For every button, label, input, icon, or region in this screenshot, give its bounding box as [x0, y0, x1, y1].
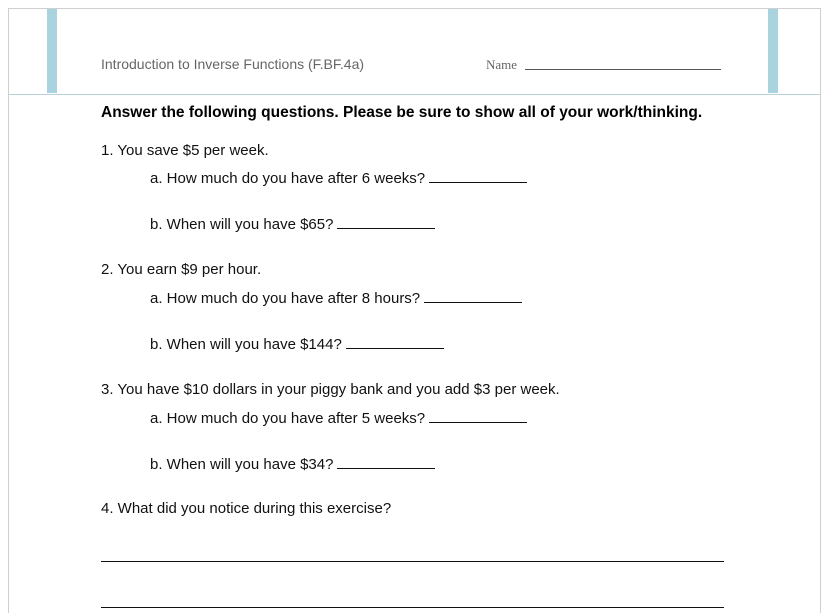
answer-blank[interactable] — [429, 408, 527, 423]
header-divider — [9, 94, 820, 95]
response-line-2[interactable] — [101, 607, 724, 608]
question-1a — [150, 168, 527, 187]
question-3 — [101, 381, 560, 398]
instructions: Answer the following questions. Please be sure to show all of your work/thinking. — [101, 104, 703, 121]
answer-blank[interactable] — [346, 334, 444, 349]
answer-blank[interactable] — [337, 454, 435, 469]
question-part-text: b. When will you have $144? — [150, 336, 342, 353]
question-text: 1. You save $5 per week. — [101, 142, 269, 159]
answer-blank[interactable] — [429, 168, 527, 183]
question-text: 2. You earn $9 per hour. — [101, 261, 262, 278]
question-1b — [150, 214, 435, 233]
question-2 — [101, 261, 261, 278]
question-2a — [150, 288, 522, 307]
name-blank-line[interactable] — [525, 69, 721, 70]
question-text: 4. What did you notice during this exercise? — [101, 500, 392, 517]
question-part-text: b. When will you have $65? — [150, 216, 334, 233]
question-3a — [150, 408, 527, 427]
question-part-text: a. How much do you have after 8 hours? — [150, 290, 421, 307]
name-label: Name — [486, 57, 518, 72]
left-margin-marker — [47, 9, 57, 93]
question-text: 3. You have $10 dollars in your piggy bank and you add $3 per week. — [101, 381, 560, 398]
question-part-text: a. How much do you have after 6 weeks? — [150, 170, 426, 187]
response-line-1[interactable] — [101, 561, 724, 562]
answer-blank[interactable] — [424, 288, 522, 303]
document-title: Introduction to Inverse Functions (F.BF.4a) — [101, 56, 365, 72]
question-part-text: a. How much do you have after 5 weeks? — [150, 410, 426, 427]
question-1 — [101, 142, 269, 159]
question-2b — [150, 334, 444, 353]
right-margin-marker — [768, 9, 778, 93]
answer-blank[interactable] — [337, 214, 435, 229]
worksheet-page — [8, 8, 821, 613]
question-part-text: b. When will you have $34? — [150, 456, 334, 473]
question-3b — [150, 454, 435, 473]
question-4 — [101, 500, 391, 517]
